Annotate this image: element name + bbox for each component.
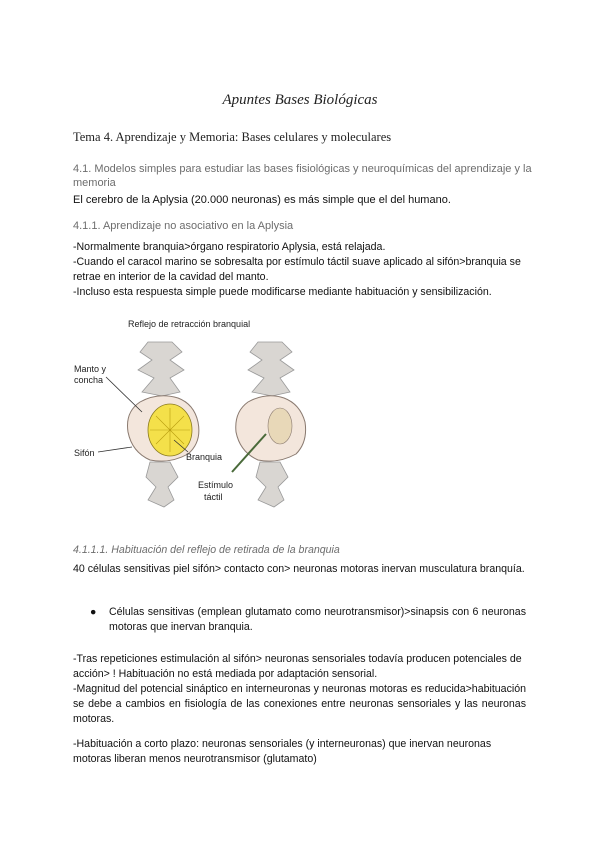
section-heading-4-1: 4.1. Modelos simples para estudiar las bases fisiológicas y neuroquímicas del aprendizaje y la memoria [73,163,532,189]
aplysia-left-illustration [98,342,199,507]
label-estimulo: Estímulo [198,480,234,490]
label-tactil: táctil [204,492,223,502]
text-line: -Incluso esta respuesta simple puede modificarse mediante habituación y sensibilización. [73,286,492,298]
figure-caption: Reflejo de retracción branquial [128,319,251,329]
label-concha: concha [74,375,104,385]
aplysia-right-illustration [232,342,306,507]
section-4-1-1-lines [73,240,533,300]
document-title: Apuntes Bases Biológicas [222,92,378,108]
text-line: -Cuando el caracol marino se sobresalta por estímulo táctil suave aplicado al sifón>branquia se retrae en interior de la cavidad del manto. [73,256,521,283]
paragraph-corto-plazo: -Habituación a corto plazo: neuronas sensoriales (y interneuronas) que inervan neuronas motoras liberan menos neurotransmisor (glutamato) [73,738,492,765]
text-line: -Magnitud del potencial sináptico en interneuronas y neuronas motoras es reducida>habituación se debe a cambios en fisiología de las conexiones entre neuronas sensoriales y las neuronas motoras. [73,683,526,725]
bullet-dot-icon: ● [90,606,97,618]
section-heading-4-1-1: 4.1.1. Aprendizaje no asociativo en la Aplysia [73,220,294,232]
text-line: -Normalmente branquia>órgano respiratorio Aplysia, está relajada. [73,241,386,253]
aplysia-figure [70,312,310,517]
paragraph-cerebro: El cerebro de la Aplysia (20.000 neuronas) es más simple que el del humano. [73,194,451,206]
text-line: -Tras repeticiones estimulación al sifón> neuronas sensoriales todavía producen potenciales de acción> ! Habituación no está mediada por adaptación sensorial. [73,653,522,680]
bullet-text: Células sensitivas (emplean glutamato como neurotransmisor)>sinapsis con 6 neuronas motoras que inervan branquia. [109,606,526,633]
section-heading-4-1-1-1: 4.1.1.1. Habituación del reflejo de retirada de la branquia [73,544,340,556]
paragraph-40-celulas: 40 células sensitivas piel sifón> contacto con> neuronas motoras inervan musculatura branquía. [73,563,525,575]
label-sifon: Sifón [74,448,95,458]
label-branquia: Branquia [186,452,223,462]
habituation-lines [73,652,526,727]
label-manto: Manto y [74,364,107,374]
topic-heading: Tema 4. Aprendizaje y Memoria: Bases celulares y moleculares [73,130,392,144]
